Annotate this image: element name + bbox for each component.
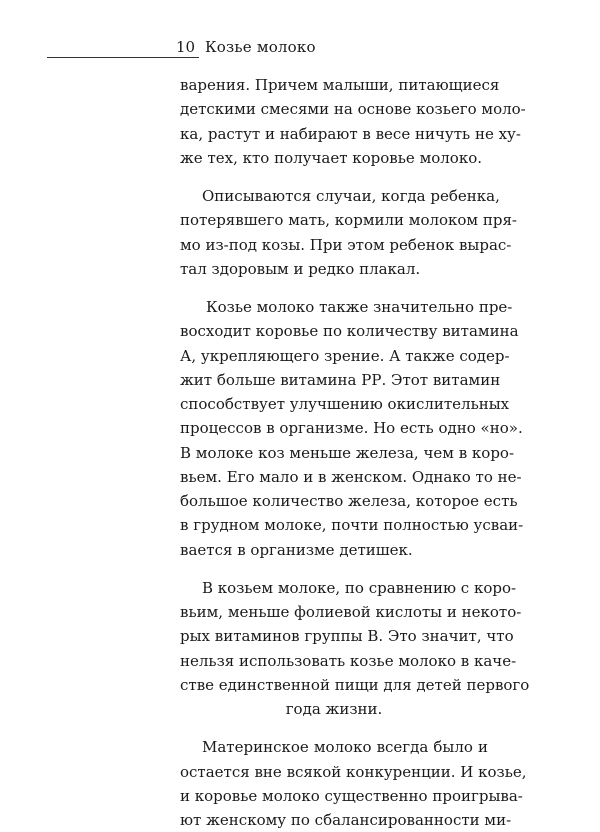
- paragraph-4: [180, 576, 530, 722]
- header-rule: [47, 57, 199, 58]
- text-line: способствует улучшению окислительных: [180, 395, 510, 413]
- text-line: вьем. Его мало и в женском. Однако то не-: [180, 467, 522, 486]
- text-line: Описываются случаи, когда ребенка,: [202, 187, 500, 205]
- text-line: потерявшего мать, кормили молоком пря-: [180, 211, 518, 230]
- text-line: жит больше витамина РР. Этот витамин: [180, 370, 501, 389]
- page-number: 10: [176, 38, 196, 56]
- text-line: тал здоровым и редко плакал.: [180, 259, 421, 278]
- paragraph-2: [180, 184, 518, 281]
- text-line: и коровье молоко существенно проигрыва-: [180, 786, 523, 805]
- paragraph-1: [180, 73, 526, 170]
- text-line: А, укрепляющего зрение. А также содер-: [180, 346, 510, 365]
- paragraph-3: [180, 295, 524, 562]
- text-line: варения. Причем малыши, питающиеся: [180, 76, 500, 94]
- text-line: нельзя использовать козье молоко в каче-: [180, 651, 517, 670]
- running-title: Козье молоко: [205, 38, 316, 56]
- text-line: стве единственной пищи для детей первого: [180, 675, 530, 694]
- text-line: процессов в организме. Но есть одно «но».: [180, 419, 523, 438]
- text-line: детскими смесями на основе козьего моло-: [180, 100, 526, 119]
- text-line: вается в организме детишек.: [180, 540, 413, 559]
- text-line: остается вне всякой конкуренции. И козье,: [180, 762, 527, 781]
- body-text: [180, 73, 530, 832]
- text-line: мо из-под козы. При этом ребенок вырас-: [180, 235, 512, 254]
- text-line: вьим, меньше фолиевой кислоты и некото-: [180, 603, 522, 621]
- text-line: Материнское молоко всегда было и: [202, 738, 488, 757]
- text-line: В молоке коз меньше железа, чем в коро-: [180, 443, 515, 462]
- text-line: В козьем молоке, по сравнению с коро-: [202, 578, 517, 597]
- text-line: рых витаминов группы В. Это значит, что: [180, 627, 514, 646]
- running-header: [0, 0, 600, 60]
- paragraph-5: [180, 735, 527, 832]
- text-line: в грудном молоке, почти полностью усваи-: [180, 516, 524, 535]
- text-line: ют женскому по сбалансированности ми-: [180, 811, 512, 829]
- text-line: ка, растут и набирают в весе ничуть не ху-: [180, 124, 521, 143]
- text-line: Козье молоко также значительно пре-: [206, 298, 513, 316]
- text-line: же тех, кто получает коровье молоко.: [180, 148, 482, 167]
- text-line: года жизни.: [285, 700, 383, 718]
- text-line: восходит коровье по количеству витамина: [180, 322, 519, 341]
- text-line: большое количество железа, которое есть: [180, 492, 518, 510]
